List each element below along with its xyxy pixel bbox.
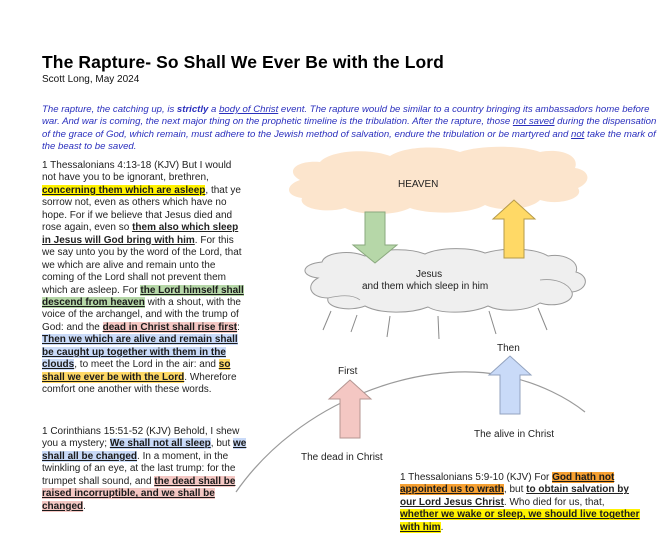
intro-underline: not saved [512,116,555,128]
highlight-pink: dead in Christ shall rise first [102,321,238,333]
highlight-orange: God hath not appointed us to wrath [400,472,615,496]
highlight-underline: them also which sleep in Jesus will God bring with him [42,222,239,246]
up-arrow-icon [493,200,535,258]
highlight-pink: the dead shall be raised incorruptible, and we shall be changed [42,475,236,512]
verse-text: . Wherefore comfort one another with these words. [42,371,237,396]
light-rays [323,308,547,339]
intro-underline: body of Christ [219,104,279,115]
verse-text: . [83,500,86,512]
verse-text: . In a moment, in the twinkling of an eye, at the last trump: for the trumpet shall sound, and [42,450,236,487]
verse-text: , but [503,484,527,496]
intro-text: a [208,104,220,115]
intro-emphasis: strictly [176,104,209,115]
highlight-blue: We shall not all sleep [109,438,211,450]
intro-text: event. The rapture would be similar to a country bringing its ambassadors home before war. And war is coming, the next major thing on the prophetic timeline is the tribulation. After the rapture, those [42,104,650,128]
intro-text: during the dispensation of the grace of God, which remain, must adhere to the Jewish method of salvation, endure the tribulation or be martyred and [42,116,657,140]
intro-text: take the mark of the beast to be saved. [42,128,656,153]
verse-text: 1 Thessalonians 5:9-10 (KJV) For [400,472,553,483]
verse-text: with a shout, with the voice of the archangel, and with the trump of God: and the [42,296,241,333]
intro-text: The rapture, the catching up, is [42,104,177,115]
verse-text: 1 Thessalonians 4:13-18 (KJV) But I would not have you to be ignorant, brethren, [42,160,232,184]
highlight-underline: to obtain salvation by our Lord Jesus Christ [400,484,629,508]
verse-text: : [237,321,240,333]
then-label: Then [497,343,520,354]
verse-text: . Who died for us, that, [503,496,605,508]
verse-text: 1 Corinthians 15:51-52 (KJV) Behold, I shew you a mystery; [42,426,240,450]
highlight-gold: so shall we ever be with the Lord [42,359,231,383]
verse-text: . For this we say unto you by the word of the Lord, that we which are alive and remain unto the coming of the Lord shall not prevent them which are asleep. For [42,234,242,296]
intro-underline: not [571,128,585,140]
dead-in-christ-label: The dead in Christ [301,452,383,463]
highlight-green: the Lord himself shall descend from heaven [42,284,244,308]
author-line: Scott Long, May 2024 [42,74,140,85]
then-arrow-icon [489,356,531,414]
sleep-in-him-label: and them which sleep in him [362,281,489,292]
document-title: The Rapture- So Shall We Ever Be with the Lord [42,52,444,72]
verse-text: , but [210,438,234,450]
highlight-yellow: concerning them which are asleep [42,184,206,196]
first-arrow-icon [329,380,371,438]
highlight-yellow: whether we wake or sleep, we should live together with him [400,509,640,533]
jesus-label: Jesus [416,269,443,280]
highlight-blue: we shall all be changed [42,438,247,462]
highlight-blue: Then we which are alive and remain shall be caught up together with them in the clouds [42,334,238,371]
first-label: First [338,366,358,377]
verse-text: . [440,521,444,533]
verse-text: , that ye sorrow not, even as others which have no hope. For if we believe that Jesus died and rose again, even so [42,184,241,234]
passage-1-thessalonians-5 [400,472,640,534]
heaven-label: HEAVEN [398,179,439,190]
verse-text: , to meet the Lord in the air: and [74,359,219,371]
alive-in-christ-label: The alive in Christ [474,429,555,440]
